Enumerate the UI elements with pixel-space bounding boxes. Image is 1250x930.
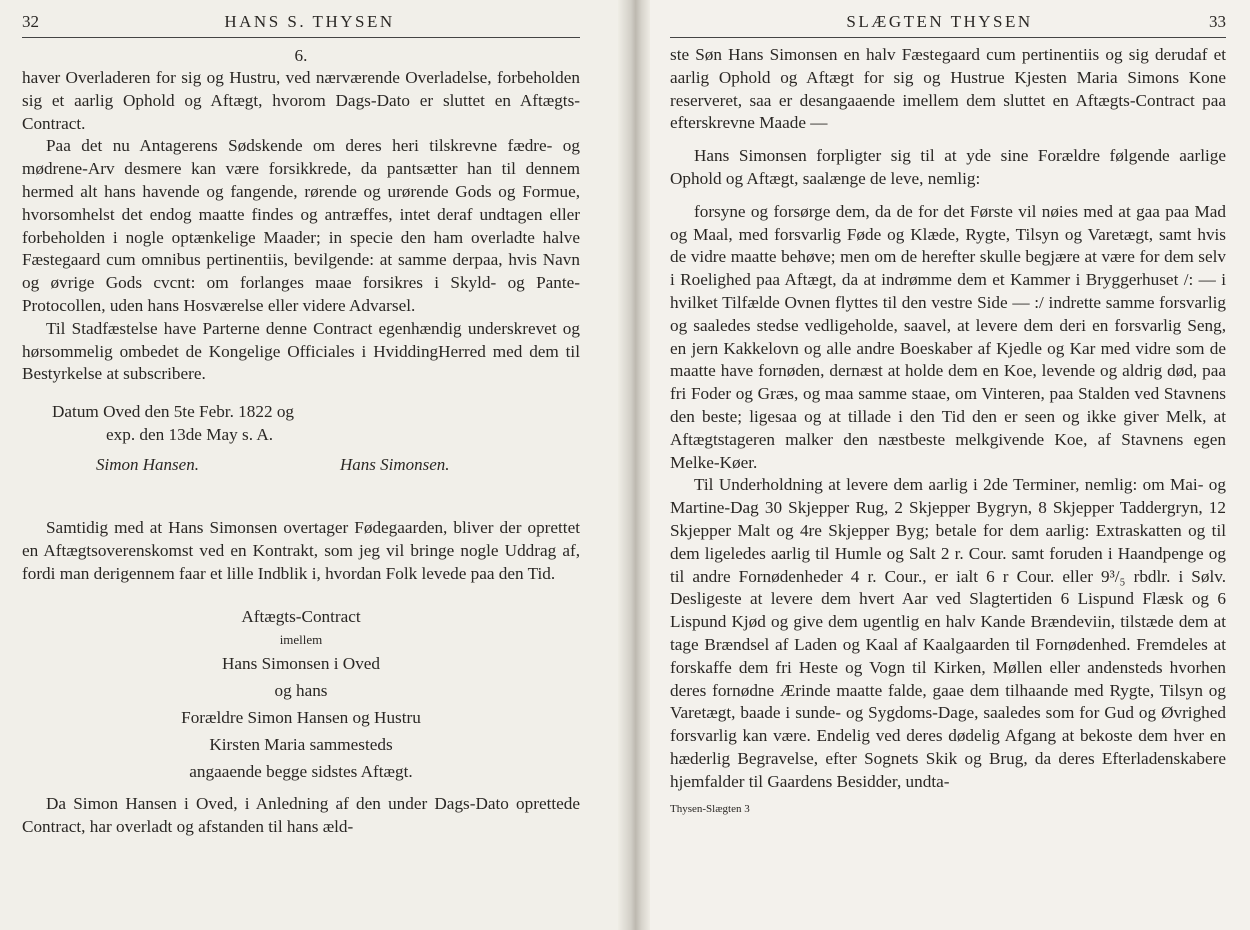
date-line: Datum Oved den 5te Febr. 1822 og xyxy=(52,402,295,422)
paragraph: haver Overladeren for sig og Hustru, ved nærværende Overladelse, forbeholden sig et aarlig Ophold og Aftægt, hvorom Dags-Dato er sluttet en Aftægts-Contract. xyxy=(22,68,580,133)
paragraph: ste Søn Hans Simonsen en halv Fæstegaard cum pertinentiis og sig derudaf et aarlig Ophold og Aftægt for sig og Hustrue Kjesten Maria Simons Kone reserveret, saa er desangaaende imellem dem sluttet en Aftægts-Contract paa efterskrevne Maade — xyxy=(670,45,1226,133)
page-number: 32 xyxy=(22,12,39,31)
header-rule xyxy=(22,37,580,38)
contract-title-line: Aftægts-Contract xyxy=(241,607,361,627)
paragraph: Til Underholdning at levere dem aarlig i 2de Terminer, nemlig: om Mai- og Martine-Dag 30 Skjepper Rug, 2 Skjepper Bygryn, 8 Skjepper Taddergryn, 12 Skjepper Malt og 4re Skjepper Byg; betale for dem aarlig: Extraskatten og til dem ligeledes aarlig til Humle og Salt 2 r. Cour. samt foruden i Haandpenge og til andre Fornødenheder 4 r. Cour., er ialt 6 r Cour. eller 9³/₅ rbdlr. i Sølv. Desligeste at levere dem hvert Aar ved Slagtertiden 6 Lispund Flæsk og 6 Lispund Kjød og give dem ugentlig en halv Kande Brændeviin, tilstæde dem at tage Brændsel af Laden og Kaal af Kaalgaarden til Fornødenhed. Fremdeles at forskaffe dem fri Heste og Vogn til Kirken, Møllen eller andensteds hvorhen deres fornødne Ærinde maatte falde, gaae dem tilhaande med Rygte, Tilsyn og Varetægt, baade i sunde- og Sygdoms-Dage, saaledes som for Gud og Øvrighed forsvarlig kan være. Endelig ved deres dødelig Afgang at bekoste dem hver en hæderlig Begravelse, efter Sognets Skik og Brug, da deres Efterladenskabere hjemfalder til Gaardens Besidder, undta- xyxy=(670,475,1226,791)
left-page-header xyxy=(22,12,580,32)
left-page xyxy=(0,0,618,930)
paragraph: Samtidig med at Hans Simonsen overtager Fødegaarden, bliver der oprettet en Aftægtsoverenskomst ved en Kontrakt, som jeg vil bringe nogle Uddrag af, fordi man derigennem faar et lille Indblik i, hvordan Folk levede paa den Tid. xyxy=(22,517,580,583)
right-page xyxy=(650,0,1250,930)
paragraph: Paa det nu Antagerens Sødskende om deres heri tilskrevne fædre- og mødrene-Arv desmere kan være forsikkrede, da pantsætter han til dennem hermed alt hans havende og fangende, rørende og urørende Gods og Formue, hvorsomhelst det endog maatte findes og antræffes, intet deraf undtagen eller forbeholden i nogle optænkelige Maader; in specie den ham overladte halve Fæstegaard cum omnibus pertinentiis, bevilgende: at samme derpaa, hvis Navn og øvrige Gods cvcnt: om forlanges maae forsikres i Skyld- og Pante-Protocollen, uden hans Hosværelse eller videre Advarsel. xyxy=(22,136,580,315)
right-page-body xyxy=(670,44,1226,820)
signatures xyxy=(22,454,580,477)
paragraph: Hans Simonsen forpligter sig til at yde sine Forældre følgende aarlige Ophold og Aftægt, saalænge de leve, nemlig: xyxy=(670,146,1226,188)
signature: Hans Simonsen. xyxy=(340,455,450,475)
header-rule xyxy=(670,37,1226,38)
book-gutter xyxy=(618,0,650,930)
left-page-body xyxy=(22,44,580,839)
page-number: 33 xyxy=(1209,12,1226,31)
right-page-header xyxy=(670,12,1226,32)
date-block xyxy=(22,400,580,446)
contract-title-line: imellem xyxy=(279,632,323,648)
running-title: SLÆGTEN THYSEN xyxy=(846,12,1033,31)
running-title: HANS S. THYSEN xyxy=(224,12,395,31)
contract-title-line: Forældre Simon Hansen og Hustru xyxy=(181,708,421,728)
contract-title xyxy=(22,603,580,785)
footer-signature: Thysen-Slægten 3 xyxy=(670,802,750,815)
paragraph: forsyne og forsørge dem, da de for det Første vil nøies med at gaa paa Mad og Maal, med forsvarlig Føde og Klæde, Rygte, Tilsyn og Varetægt, samt hvis de vidre maatte behøve; men om de herefter skulle begjære at være for dem selv i Roelighed paa Aftægt, da at indrømme dem et Kammer i Bryggerhuset /: — i hvilket Tilfælde Ovnen flyttes til den vestre Side — :/ indrette samme forsvarlig og saaledes stedse vedligeholde, saavel, at levere dem deri en forsvarlig Seng, en jern Kakkelovn og alle andre Boeskaber af Kjedle og Kar med vidre som de maatte have fornøden, dernæst at holde dem en Koe, levende og aldrig død, paa fri Foder og Græs, og maa samme staae, om Vinteren, paa Stalden ved Stavnens den beste; ligesaa og at tillade i den Tid den er seen og ikke giver Melk, at Aftægtstageren malker den næstbeste melkgivende Koe, af Stavnens egen Melke-Køer. xyxy=(670,201,1226,472)
paragraph: Da Simon Hansen i Oved, i Anledning af den under Dags-Dato oprettede Contract, har overladt og afstanden til hans æld- xyxy=(22,794,580,837)
section-number: 6. xyxy=(294,46,308,65)
signature: Simon Hansen. xyxy=(96,455,199,475)
contract-title-line: Hans Simonsen i Oved xyxy=(221,654,381,674)
contract-title-line: angaaende begge sidstes Aftægt. xyxy=(189,762,413,782)
contract-title-line: Kirsten Maria sammesteds xyxy=(209,735,393,755)
contract-title-line: og hans xyxy=(274,681,328,701)
paragraph: Til Stadfæstelse have Parterne denne Contract egenhændig underskrevet og hørsommelig ombedet de Kongelige Officiales i HviddingHerred med dem til Bestyrkelse at subscribere. xyxy=(22,318,580,384)
date-line: exp. den 13de May s. A. xyxy=(106,425,274,445)
